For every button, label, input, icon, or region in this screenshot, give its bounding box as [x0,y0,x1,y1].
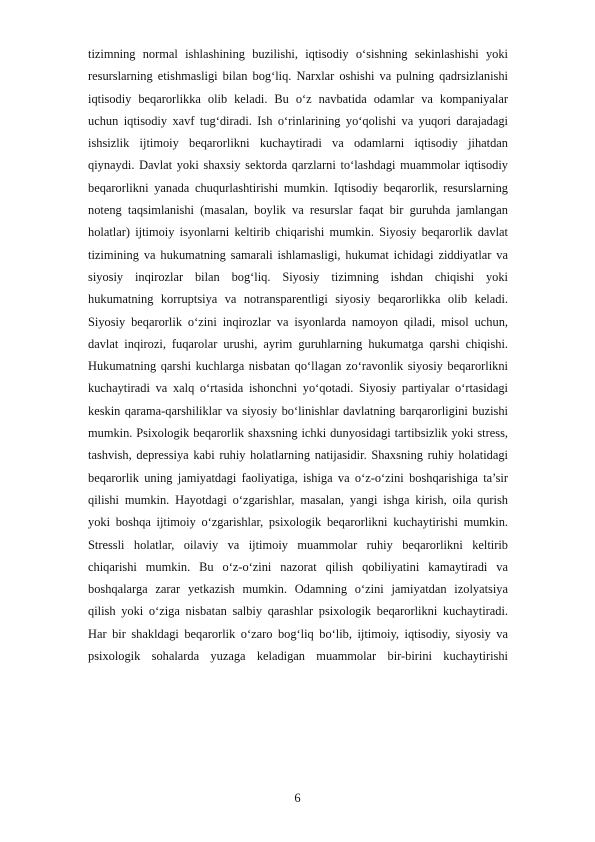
text-line: hukumatning korruptsiya va notransparentligi siyosiy beqarorlikka olib keladi. [88,292,508,307]
text-line: Siyosiy beqarorlik o‘zini inqirozlar va isyonlarda namoyon qiladi, misol uchun, [88,314,508,329]
text-line: beqarorlik uning jamiyatdagi faoliyatiga, ishiga va o‘z-o‘zini boshqarishiga ta’sir [88,470,508,485]
text-line: yoki boshqa ijtimoiy o‘zgarishlar, psixologik beqarorlikni kuchaytirishi mumkin. [88,515,508,530]
text-line: davlat inqirozi, fuqarolar urushi, ayrim guruhlarning hukumatga qarshi chiqishi. [88,336,508,351]
text-line: ishsizlik ijtimoiy beqarorlikni kuchaytiradi va odamlarni iqtisodiy jihatdan [88,136,508,151]
body-text [88,43,508,667]
text-line: mumkin. Psixologik beqarorlik shaxsning ichki dunyosidagi tartibsizlik yoki stress, [88,426,508,441]
page-number: 6 [294,791,301,805]
text-line: siyosiy inqirozlar bilan bog‘liq. Siyosiy tizimning ishdan chiqishi yoki [88,269,508,284]
text-line: Stressli holatlar, oilaviy va ijtimoiy muammolar ruhiy beqarorlikni keltirib [88,537,508,552]
text-line: qiynaydi. Davlat yoki shaxsiy sektorda qarzlarni to‘lashdagi muammolar iqtisodiy [88,158,508,173]
text-line: tizimining va hukumatning samarali ishlamasligi, hukumat ichidagi ziddiyatlar va [88,247,508,262]
text-line: tashvish, depressiya kabi ruhiy holatlarning natijasidir. Shaxsning ruhiy holatidagi [88,448,508,463]
text-line: uchun iqtisodiy xavf tug‘diradi. Ish o‘rinlarining yo‘qolishi va yuqori darajadagi [88,113,508,128]
text-line: iqtisodiy beqarorlikka olib keladi. Bu o‘z navbatida odamlar va kompaniyalar [88,91,508,106]
text-line: keskin qarama-qarshiliklar va siyosiy bo‘linishlar davlatning barqarorligini buzishi [88,403,508,418]
text-line: qilishi mumkin. Hayotdagi o‘zgarishlar, masalan, yangi ishga kirish, oila qurish [88,492,508,507]
text-line: beqarorlikni yanada chuqurlashtirishi mumkin. Iqtisodiy beqarorlik, resurslarning [88,180,508,195]
text-line: holatlar) ijtimoiy isyonlarni keltirib chiqarishi mumkin. Siyosiy beqarorlik davlat [88,225,508,240]
text-line: noteng taqsimlanishi (masalan, boylik va resurslar faqat bir guruhda jamlangan [88,203,508,218]
text-line: qilish yoki o‘ziga nisbatan salbiy qarashlar psixologik beqarorlikni kuchaytiradi. [88,604,508,619]
text-line: psixologik sohalarda yuzaga keladigan muammolar bir-birini kuchaytirishi [88,649,508,664]
text-line: Har bir shakldagi beqarorlik o‘zaro bog‘liq bo‘lib, ijtimoiy, iqtisodiy, siyosiy va [88,626,508,641]
text-line: chiqarishi mumkin. Bu o‘z-o‘zini nazorat qilish qobiliyatini kamaytiradi va [88,559,508,574]
text-line: Hukumatning qarshi kuchlarga nisbatan qo‘llagan zo‘ravonlik siyosiy beqarorlikni [88,359,508,374]
text-line: tizimning normal ishlashining buzilishi, iqtisodiy o‘sishning sekinlashishi yoki [88,47,508,61]
text-line: boshqalarga zarar yetkazish mumkin. Odamning o‘zini jamiyatdan izolyatsiya [88,582,508,597]
text-line: kuchaytiradi va xalq o‘rtasida ishonchni yo‘qotadi. Siyosiy partiyalar o‘rtasidagi [88,381,508,396]
text-line: resurslarning etishmasligi bilan bog‘liq. Narxlar oshishi va pulning qadrsizlanishi [88,69,508,84]
